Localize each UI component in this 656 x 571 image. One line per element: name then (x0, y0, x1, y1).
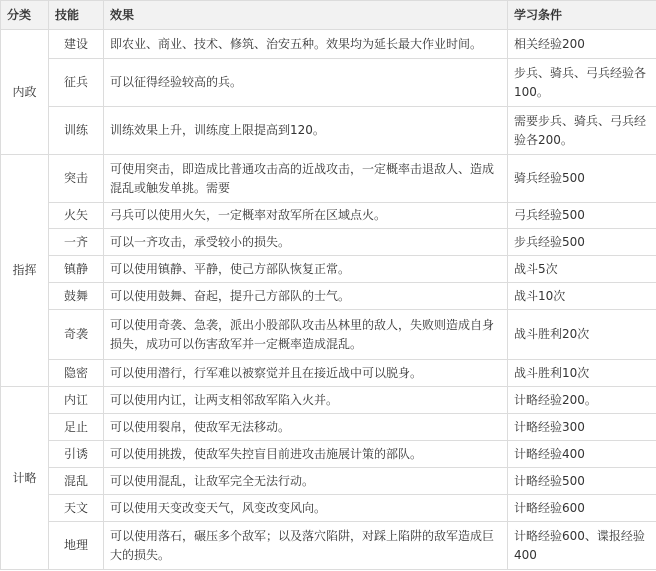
table-row (1, 256, 656, 283)
skill-cell: 一齐 (49, 229, 104, 256)
effect-cell: 训练效果上升，训练度上限提高到120。 (104, 107, 508, 155)
effect-cell: 可以使用鼓舞、奋起，提升己方部队的士气。 (104, 283, 508, 310)
skill-cell: 建设 (49, 30, 104, 59)
skill-cell: 奇袭 (49, 310, 104, 360)
skill-cell: 足止 (49, 414, 104, 441)
table-row (1, 495, 656, 522)
effect-cell: 可使用突击，即造成比普通攻击高的近战攻击，一定概率击退敌人、造成混乱或触发单挑。需要 (104, 155, 508, 203)
effect-cell: 可以使用内讧，让两支相邻敌军陷入火并。 (104, 387, 508, 414)
table-row (1, 229, 656, 256)
table-row (1, 387, 656, 414)
skill-cell: 火矢 (49, 203, 104, 229)
table-row (1, 310, 656, 360)
table-row (1, 283, 656, 310)
category-cell: 指挥 (1, 155, 49, 387)
category-cell: 内政 (1, 30, 49, 155)
requirement-cell: 相关经验200 (508, 30, 656, 59)
skill-cell: 地理 (49, 522, 104, 570)
requirement-cell: 骑兵经验500 (508, 155, 656, 203)
requirement-cell: 战斗胜利20次 (508, 310, 656, 360)
table-row (1, 155, 656, 203)
table-row (1, 203, 656, 229)
effect-cell: 可以征得经验较高的兵。 (104, 59, 508, 107)
header-row (1, 1, 656, 30)
effect-cell: 可以使用落石，碾压多个敌军；以及落穴陷阱，对踩上陷阱的敌军造成巨大的损失。 (104, 522, 508, 570)
skill-cell: 镇静 (49, 256, 104, 283)
effect-cell: 可以使用潜行，行军难以被察觉并且在接近战中可以脱身。 (104, 360, 508, 387)
table-row (1, 360, 656, 387)
skill-cell: 鼓舞 (49, 283, 104, 310)
requirement-cell: 计略经验500 (508, 468, 656, 495)
effect-cell: 可以使用裂帛，使敌军无法移动。 (104, 414, 508, 441)
table-row (1, 59, 656, 107)
skill-cell: 突击 (49, 155, 104, 203)
requirement-cell: 步兵经验500 (508, 229, 656, 256)
header-skill: 技能 (49, 1, 104, 30)
table-row (1, 107, 656, 155)
table-row (1, 30, 656, 59)
effect-cell: 可以使用混乱，让敌军完全无法行动。 (104, 468, 508, 495)
table-body (1, 30, 656, 570)
requirement-cell: 需要步兵、骑兵、弓兵经验各200。 (508, 107, 656, 155)
skill-cell: 内讧 (49, 387, 104, 414)
effect-cell: 可以使用奇袭、急袭，派出小股部队攻击丛林里的敌人，失败则造成自身损失，成功可以伤害敌军并一定概率造成混乱。 (104, 310, 508, 360)
requirement-cell: 步兵、骑兵、弓兵经验各100。 (508, 59, 656, 107)
effect-cell: 可以一齐攻击，承受较小的损失。 (104, 229, 508, 256)
requirement-cell: 战斗10次 (508, 283, 656, 310)
effect-cell: 可以使用镇静、平静，使己方部队恢复正常。 (104, 256, 508, 283)
category-cell: 计略 (1, 387, 49, 570)
requirement-cell: 弓兵经验500 (508, 203, 656, 229)
skill-cell: 征兵 (49, 59, 104, 107)
table-row (1, 441, 656, 468)
table-row (1, 468, 656, 495)
table-row (1, 522, 656, 570)
effect-cell: 即农业、商业、技术、修筑、治安五种。效果均为延长最大作业时间。 (104, 30, 508, 59)
requirement-cell: 计略经验300 (508, 414, 656, 441)
header-effect: 效果 (104, 1, 508, 30)
skill-cell: 天文 (49, 495, 104, 522)
skill-cell: 训练 (49, 107, 104, 155)
header-category: 分类 (1, 1, 49, 30)
skill-cell: 隐密 (49, 360, 104, 387)
requirement-cell: 计略经验600 (508, 495, 656, 522)
effect-cell: 可以使用天变改变天气，风变改变风向。 (104, 495, 508, 522)
requirement-cell: 计略经验600、谍报经验400 (508, 522, 656, 570)
requirement-cell: 计略经验400 (508, 441, 656, 468)
skill-cell: 混乱 (49, 468, 104, 495)
effect-cell: 可以使用挑拨，使敌军失控盲目前进攻击施展计策的部队。 (104, 441, 508, 468)
requirement-cell: 战斗5次 (508, 256, 656, 283)
skill-cell: 引诱 (49, 441, 104, 468)
requirement-cell: 计略经验200。 (508, 387, 656, 414)
effect-cell: 弓兵可以使用火矢，一定概率对敌军所在区域点火。 (104, 203, 508, 229)
table-row (1, 414, 656, 441)
requirement-cell: 战斗胜利10次 (508, 360, 656, 387)
header-requirement: 学习条件 (508, 1, 656, 30)
